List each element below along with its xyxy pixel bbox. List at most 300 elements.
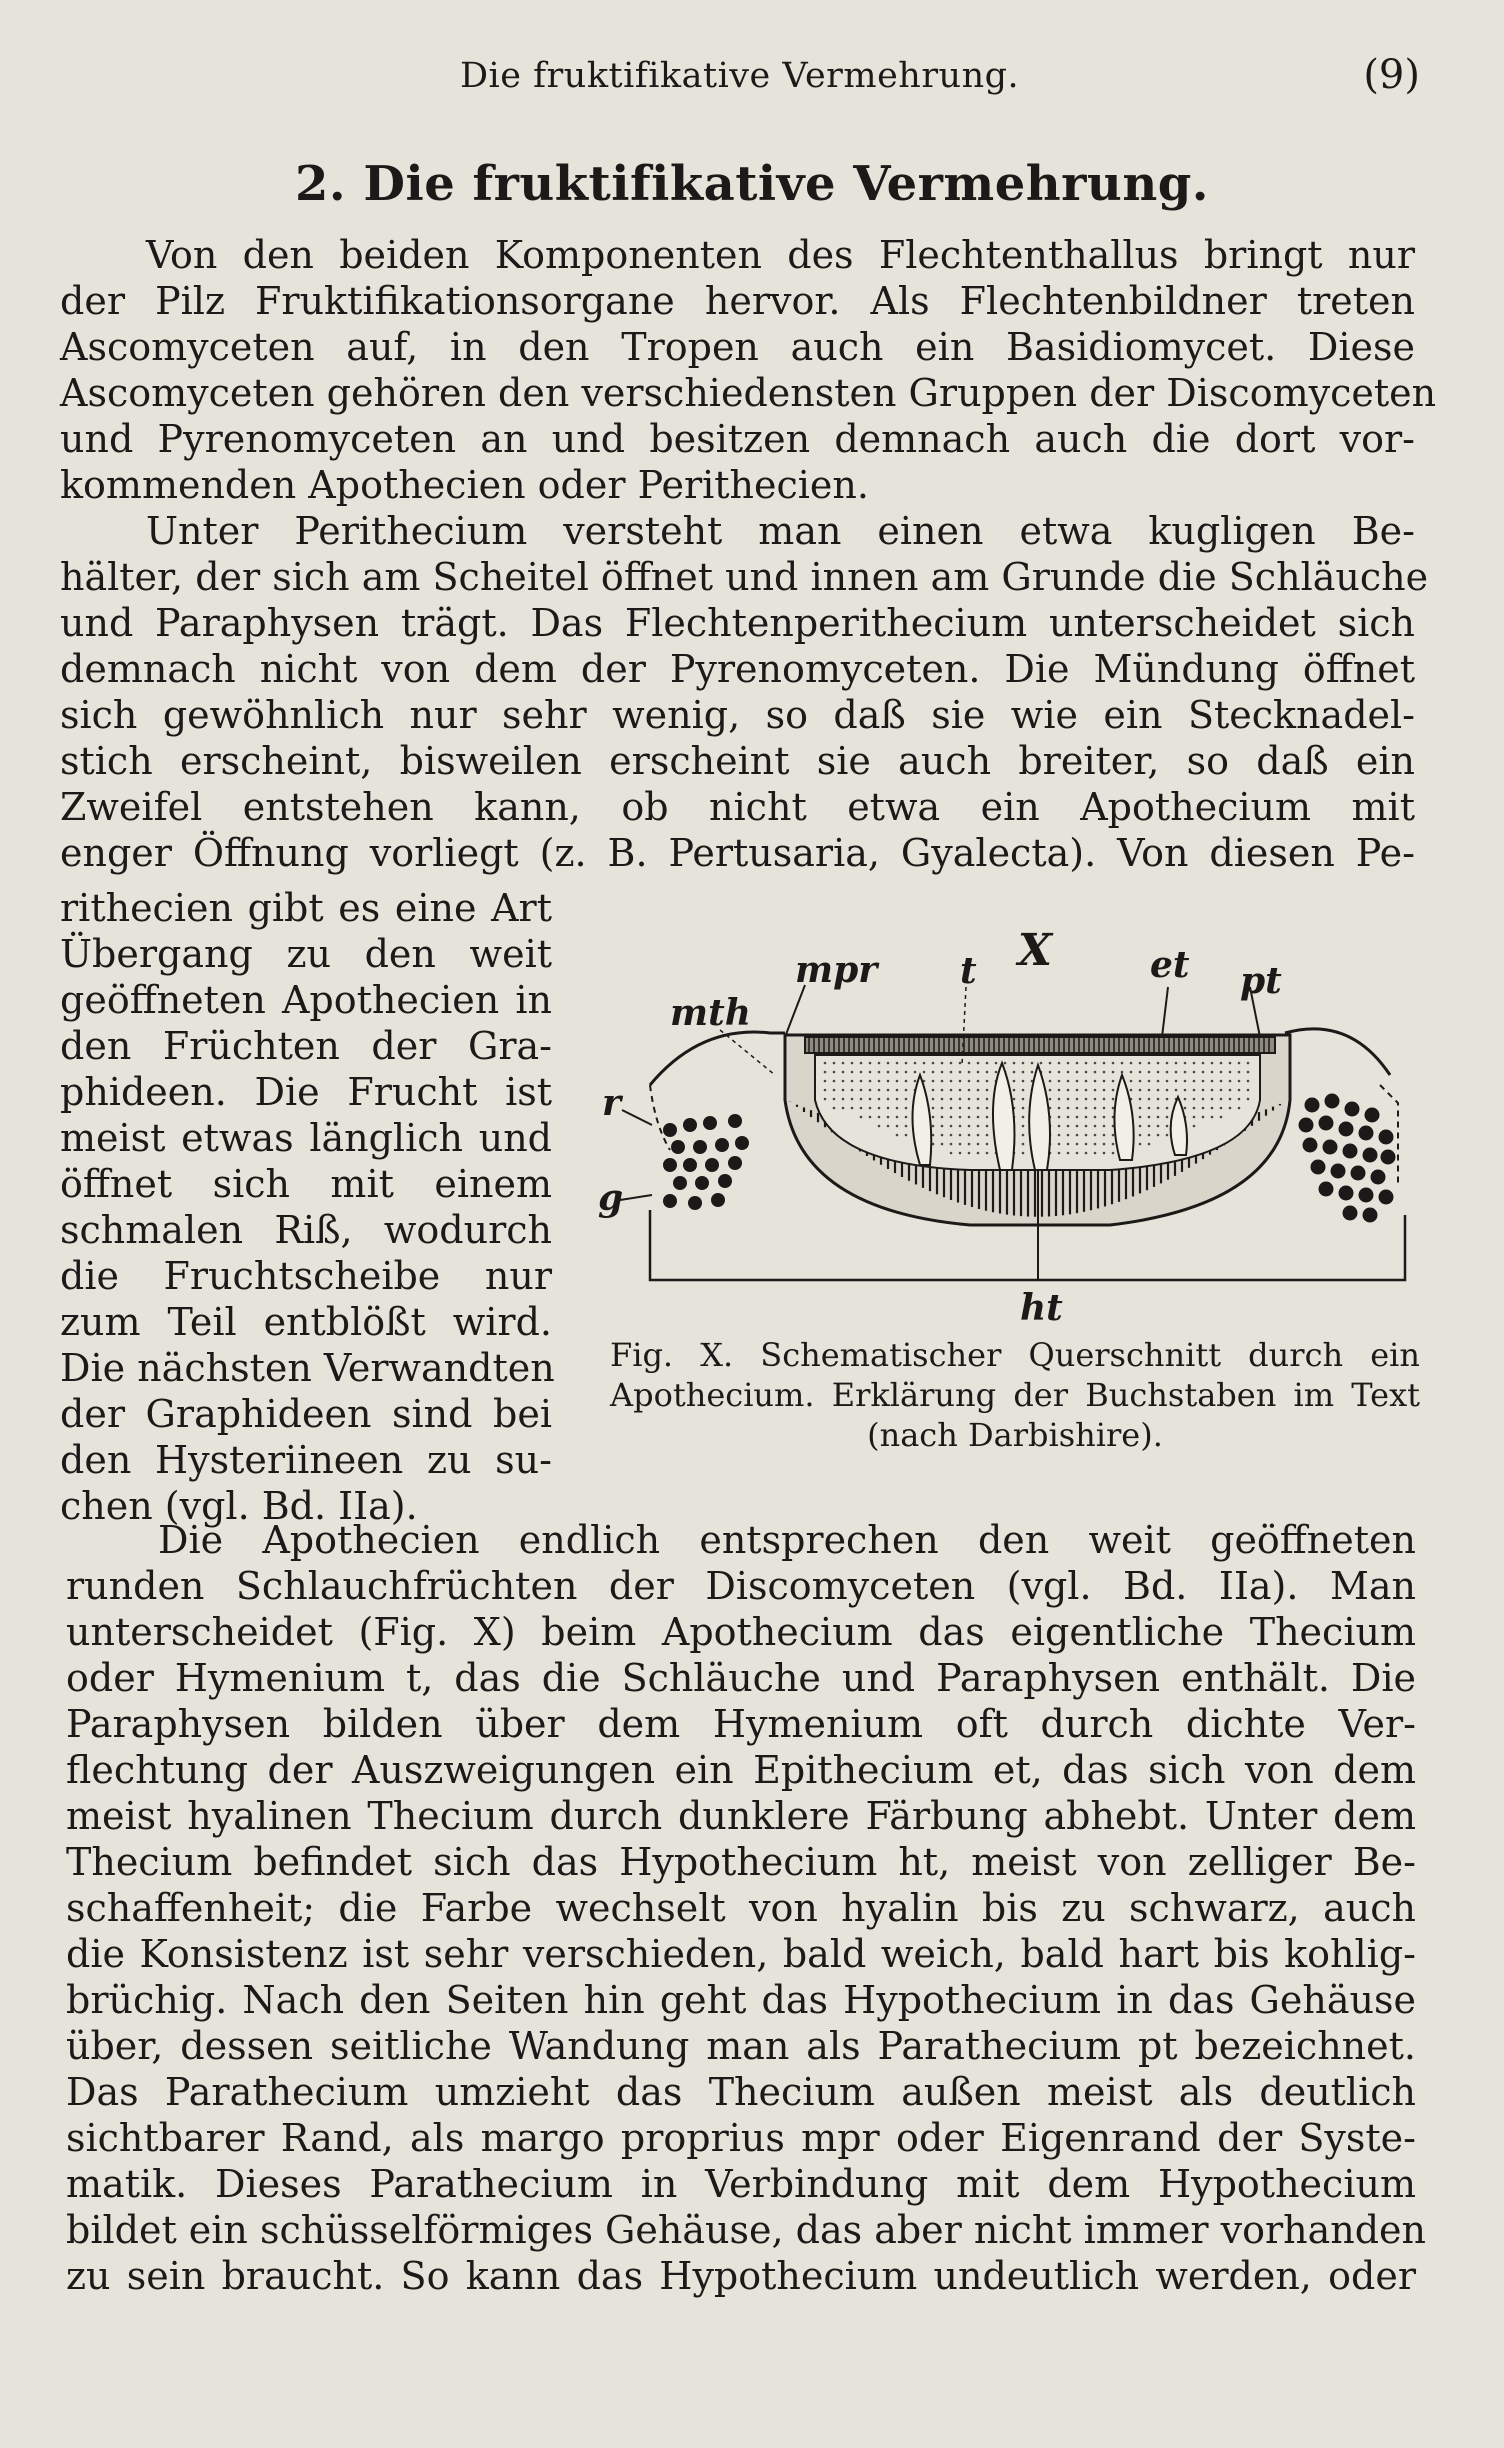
- paraphysis-dot: [1220, 1062, 1223, 1065]
- paraphysis-dot: [1049, 1071, 1052, 1074]
- paraphysis-dot: [1022, 1107, 1025, 1110]
- paraphysis-dot: [1229, 1071, 1232, 1074]
- paraphysis-dot: [887, 1062, 890, 1065]
- paraphysis-dot: [986, 1089, 989, 1092]
- page-number: (9): [1363, 52, 1420, 98]
- paraphysis-dot: [842, 1107, 845, 1110]
- paraphysis-dot: [887, 1080, 890, 1083]
- paraphysis-dot: [1247, 1098, 1250, 1101]
- paraphysis-dot: [896, 1098, 899, 1101]
- paraphysis-dot: [860, 1116, 863, 1119]
- paraphysis-dot: [1157, 1071, 1160, 1074]
- paraphysis-dot: [1247, 1071, 1250, 1074]
- gonidium: [728, 1156, 742, 1170]
- paraphysis-dot: [914, 1071, 917, 1074]
- label-ht: ht: [1020, 1287, 1063, 1325]
- paraphysis-dot: [1103, 1125, 1106, 1128]
- paraphysis-dot: [1067, 1116, 1070, 1119]
- paraphysis-dot: [1013, 1089, 1016, 1092]
- paraphysis-dot: [1085, 1071, 1088, 1074]
- paraphysis-dot: [1022, 1062, 1025, 1065]
- paraphysis-dot: [878, 1098, 881, 1101]
- paraphysis-dot: [1058, 1152, 1061, 1155]
- text-line: Ascomyceten gehören den verschiedensten Gruppen der Discomyceten: [60, 371, 1437, 415]
- paraphysis-dot: [1076, 1062, 1079, 1065]
- gonidium: [1303, 1138, 1318, 1153]
- paraphysis-dot: [860, 1089, 863, 1092]
- paraphysis-dot: [950, 1098, 953, 1101]
- text-line: und Paraphysen trägt. Das Flechtenperithecium unterscheidet sich: [60, 601, 1415, 645]
- paraphysis-dot: [1094, 1152, 1097, 1155]
- paraphysis-dot: [1202, 1071, 1205, 1074]
- paraphysis-dot: [950, 1143, 953, 1146]
- caption-line: Fig. X. Schematischer Querschnitt durch ein: [610, 1336, 1420, 1374]
- paraphysis-dot: [1103, 1143, 1106, 1146]
- paraphysis-dot: [1094, 1116, 1097, 1119]
- paraphysis-dot: [977, 1143, 980, 1146]
- paraphysis-dot: [1022, 1143, 1025, 1146]
- paraphysis-dot: [1130, 1071, 1133, 1074]
- text-line: unterscheidet (Fig. X) beim Apothecium das eigentliche Thecium: [66, 1610, 1416, 1654]
- paraphysis-dot: [968, 1080, 971, 1083]
- paraphysis-dot: [1049, 1098, 1052, 1101]
- paraphysis-dot: [1175, 1071, 1178, 1074]
- paraphysis-dot: [869, 1080, 872, 1083]
- paraphysis-dot: [1148, 1107, 1151, 1110]
- text-line: Die nächsten Verwandten: [60, 1346, 555, 1390]
- paraphysis-dot: [1139, 1089, 1142, 1092]
- paraphysis-dot: [1076, 1143, 1079, 1146]
- paraphysis-dot: [950, 1125, 953, 1128]
- paraphysis-dot: [1076, 1080, 1079, 1083]
- paraphysis-dot: [905, 1134, 908, 1137]
- paraphysis-dot: [1112, 1071, 1115, 1074]
- text-line: sichtbarer Rand, als margo proprius mpr oder Eigenrand der Syste-: [66, 2116, 1416, 2160]
- paraphysis-dot: [860, 1107, 863, 1110]
- paraphysis-dot: [1220, 1089, 1223, 1092]
- paraphysis-dot: [1058, 1143, 1061, 1146]
- paraphysis-dot: [1247, 1089, 1250, 1092]
- paraphysis-dot: [1103, 1116, 1106, 1119]
- paraphysis-dot: [1112, 1089, 1115, 1092]
- paraphysis-dot: [950, 1062, 953, 1065]
- paraphysis-dot: [1202, 1080, 1205, 1083]
- paraphysis-dot: [1220, 1116, 1223, 1119]
- paraphysis-dot: [959, 1107, 962, 1110]
- paraphysis-dot: [1058, 1080, 1061, 1083]
- paraphysis-dot: [1148, 1098, 1151, 1101]
- paraphysis-dot: [941, 1134, 944, 1137]
- pointer-r: [622, 1110, 652, 1125]
- paraphysis-dot: [1031, 1062, 1034, 1065]
- paraphysis-dot: [977, 1089, 980, 1092]
- paraphysis-dot: [1229, 1062, 1232, 1065]
- paraphysis-dot: [1211, 1080, 1214, 1083]
- gonidium: [1299, 1118, 1314, 1133]
- paraphysis-dot: [1157, 1062, 1160, 1065]
- paraphysis-dot: [959, 1143, 962, 1146]
- paraphysis-dot: [1013, 1071, 1016, 1074]
- paraphysis-dot: [1229, 1089, 1232, 1092]
- label-mpr: mpr: [795, 949, 878, 991]
- paraphysis-dot: [905, 1089, 908, 1092]
- paraphysis-dot: [1238, 1080, 1241, 1083]
- paraphysis-dot: [986, 1071, 989, 1074]
- gonidium: [703, 1116, 717, 1130]
- text-line: kommenden Apothecien oder Perithecien.: [60, 463, 869, 507]
- paraphysis-dot: [1157, 1134, 1160, 1137]
- paraphysis-dot: [1175, 1080, 1178, 1083]
- paraphysis-dot: [1247, 1080, 1250, 1083]
- paragraph-2: [60, 508, 1429, 876]
- paraphysis-dot: [1022, 1116, 1025, 1119]
- paraphysis-dot: [932, 1071, 935, 1074]
- paraphysis-dot: [1166, 1062, 1169, 1065]
- paraphysis-dot: [824, 1098, 827, 1101]
- paraphysis-dot: [1148, 1143, 1151, 1146]
- paraphysis-dot: [1067, 1098, 1070, 1101]
- paraphysis-dot: [1067, 1080, 1070, 1083]
- paraphysis-dot: [1103, 1080, 1106, 1083]
- paraphysis-dot: [1067, 1152, 1070, 1155]
- gonidium: [735, 1136, 749, 1150]
- text-line: sich gewöhnlich nur sehr wenig, so daß sie wie ein Stecknadel-: [60, 693, 1415, 737]
- paraphysis-dot: [959, 1080, 962, 1083]
- paraphysis-dot: [1058, 1062, 1061, 1065]
- paraphysis-dot: [1094, 1080, 1097, 1083]
- gonidium: [663, 1123, 677, 1137]
- paraphysis-dot: [1067, 1107, 1070, 1110]
- text-line: Das Parathecium umzieht das Thecium außen meist als deutlich: [66, 2070, 1416, 2114]
- paraphysis-dot: [986, 1080, 989, 1083]
- paraphysis-dot: [1112, 1062, 1115, 1065]
- paraphysis-dot: [932, 1098, 935, 1101]
- paraphysis-dot: [1067, 1089, 1070, 1092]
- paraphysis-dot: [1103, 1071, 1106, 1074]
- paraphysis-dot: [950, 1089, 953, 1092]
- paraphysis-dot: [1085, 1098, 1088, 1101]
- paraphysis-dot: [941, 1143, 944, 1146]
- paraphysis-dot: [905, 1071, 908, 1074]
- paraphysis-dot: [1076, 1089, 1079, 1092]
- pointer-et: [1162, 987, 1168, 1037]
- paraphysis-dot: [1211, 1089, 1214, 1092]
- paraphysis-dot: [860, 1071, 863, 1074]
- paraphysis-dot: [887, 1107, 890, 1110]
- paraphysis-dot: [941, 1125, 944, 1128]
- paraphysis-dot: [959, 1116, 962, 1119]
- paraphysis-dot: [1013, 1098, 1016, 1101]
- paraphysis-dot: [1166, 1089, 1169, 1092]
- paraphysis-dot: [1157, 1116, 1160, 1119]
- paraphysis-dot: [932, 1116, 935, 1119]
- paraphysis-dot: [941, 1080, 944, 1083]
- paraphysis-dot: [896, 1125, 899, 1128]
- paraphysis-dot: [1130, 1089, 1133, 1092]
- paraphysis-dot: [1031, 1071, 1034, 1074]
- text-line: demnach nicht von dem der Pyrenomyceten. Die Mündung öffnet: [60, 647, 1415, 691]
- paraphysis-dot: [1013, 1062, 1016, 1065]
- paraphysis-dot: [1049, 1089, 1052, 1092]
- paraphysis-dot: [968, 1098, 971, 1101]
- label-pt: pt: [1240, 960, 1282, 1002]
- paraphysis-dot: [968, 1143, 971, 1146]
- paraphysis-dot: [995, 1062, 998, 1065]
- paraphysis-dot: [1085, 1089, 1088, 1092]
- gonidium: [1359, 1188, 1374, 1203]
- text-line: öffnet sich mit einem: [60, 1162, 552, 1206]
- paraphysis-dot: [1220, 1080, 1223, 1083]
- paraphysis-dot: [1076, 1134, 1079, 1137]
- paraphysis-dot: [1076, 1125, 1079, 1128]
- paraphysis-dot: [896, 1116, 899, 1119]
- paraphysis-dot: [905, 1107, 908, 1110]
- paraphysis-dot: [1157, 1098, 1160, 1101]
- paraphysis-dot: [896, 1062, 899, 1065]
- text-line: enger Öffnung vorliegt (z. B. Pertusaria, Gyalecta). Von diesen Pe-: [60, 831, 1415, 875]
- paraphysis-dot: [941, 1071, 944, 1074]
- text-line: der Graphideen sind bei: [60, 1392, 552, 1436]
- paraphysis-dot: [1022, 1152, 1025, 1155]
- paraphysis-dot: [1067, 1125, 1070, 1128]
- paraphysis-dot: [896, 1080, 899, 1083]
- paraphysis-dot: [1166, 1125, 1169, 1128]
- running-head: Die fruktifikative Vermehrung.: [460, 56, 1020, 96]
- paraphysis-dot: [986, 1134, 989, 1137]
- paraphysis-dot: [959, 1125, 962, 1128]
- apothecium-diagram: [590, 925, 1430, 1325]
- paraphysis-dot: [1193, 1062, 1196, 1065]
- gonidia-cluster-right: [1299, 1094, 1396, 1223]
- paraphysis-dot: [1139, 1071, 1142, 1074]
- gonidium: [1339, 1122, 1354, 1137]
- paraphysis-dot: [869, 1071, 872, 1074]
- paraphysis-dot: [833, 1071, 836, 1074]
- label-r: r: [602, 1082, 621, 1124]
- text-line: matik. Dieses Parathecium in Verbindung mit dem Hypothecium: [66, 2162, 1416, 2206]
- paraphysis-dot: [860, 1062, 863, 1065]
- paraphysis-dot: [1157, 1089, 1160, 1092]
- paraphysis-dot: [1229, 1098, 1232, 1101]
- paraphysis-dot: [968, 1125, 971, 1128]
- paraphysis-dot: [1085, 1143, 1088, 1146]
- paraphysis-dot: [1247, 1062, 1250, 1065]
- paraphysis-dot: [1130, 1062, 1133, 1065]
- paraphysis-dot: [968, 1134, 971, 1137]
- figure-title-label: X: [1017, 925, 1053, 976]
- paraphysis-dot: [851, 1080, 854, 1083]
- text-line: meist etwas länglich und: [60, 1116, 552, 1160]
- paraphysis-dot: [887, 1098, 890, 1101]
- gonidium: [705, 1158, 719, 1172]
- paraphysis-dot: [1166, 1134, 1169, 1137]
- paraphysis-dot: [1166, 1071, 1169, 1074]
- paraphysis-dot: [1103, 1098, 1106, 1101]
- gonidium: [1319, 1116, 1334, 1131]
- gonidium: [1363, 1208, 1378, 1223]
- paraphysis-dot: [869, 1062, 872, 1065]
- paraphysis-dot: [1202, 1098, 1205, 1101]
- paraphysis-dot: [1148, 1089, 1151, 1092]
- paraphysis-dot: [941, 1062, 944, 1065]
- text-line: den Hysteriineen zu su-: [60, 1438, 552, 1482]
- paragraph-3: [66, 1517, 1427, 2299]
- paraphysis-dot: [905, 1098, 908, 1101]
- paraphysis-dot: [1193, 1125, 1196, 1128]
- gonidium: [1351, 1166, 1366, 1181]
- paraphysis-dot: [1148, 1116, 1151, 1119]
- text-line: meist hyalinen Thecium durch dunklere Färbung abhebt. Unter dem: [66, 1794, 1416, 1838]
- gonidium: [683, 1118, 697, 1132]
- paraphysis-dot: [1139, 1125, 1142, 1128]
- label-t: t: [960, 950, 977, 992]
- paraphysis-dot: [1184, 1098, 1187, 1101]
- wrapped-text: [60, 885, 555, 1529]
- paraphysis-dot: [1157, 1125, 1160, 1128]
- paraphysis-dot: [1094, 1071, 1097, 1074]
- paraphysis-dot: [1103, 1152, 1106, 1155]
- paraphysis-dot: [1085, 1134, 1088, 1137]
- paraphysis-dot: [851, 1089, 854, 1092]
- paraphysis-dot: [1103, 1062, 1106, 1065]
- paraphysis-dot: [905, 1080, 908, 1083]
- paraphysis-dot: [824, 1071, 827, 1074]
- text-line: bildet ein schüsselförmiges Gehäuse, das aber nicht immer vorhanden: [66, 2208, 1427, 2252]
- gonidium: [1319, 1182, 1334, 1197]
- paraphysis-dot: [1139, 1143, 1142, 1146]
- gonidium: [695, 1176, 709, 1190]
- gonidium: [718, 1174, 732, 1188]
- paraphysis-dot: [977, 1062, 980, 1065]
- paraphysis-dot: [1076, 1152, 1079, 1155]
- paraphysis-dot: [932, 1125, 935, 1128]
- paraphysis-dot: [1058, 1098, 1061, 1101]
- paraphysis-dot: [1022, 1098, 1025, 1101]
- paraphysis-dot: [986, 1107, 989, 1110]
- text-line: die Konsistenz ist sehr verschieden, bald weich, bald hart bis kohlig-: [66, 1932, 1416, 1976]
- pointer-g: [620, 1195, 652, 1200]
- paraphysis-dot: [977, 1107, 980, 1110]
- gonidium: [688, 1196, 702, 1210]
- paraphysis-dot: [977, 1125, 980, 1128]
- gonidium: [1371, 1170, 1386, 1185]
- paraphysis-dot: [1202, 1107, 1205, 1110]
- paraphysis-dot: [1058, 1125, 1061, 1128]
- paraphysis-dot: [878, 1116, 881, 1119]
- paraphysis-dot: [1148, 1125, 1151, 1128]
- paraphysis-dot: [941, 1116, 944, 1119]
- paraphysis-dot: [1085, 1116, 1088, 1119]
- label-g: g: [598, 1177, 624, 1219]
- paraphysis-dot: [1130, 1080, 1133, 1083]
- gonidium: [1365, 1108, 1380, 1123]
- paraphysis-dot: [1184, 1089, 1187, 1092]
- paraphysis-dot: [887, 1089, 890, 1092]
- paraphysis-dot: [977, 1116, 980, 1119]
- paraphysis-dot: [1058, 1071, 1061, 1074]
- paraphysis-dot: [1058, 1107, 1061, 1110]
- paraphysis-dot: [869, 1089, 872, 1092]
- paraphysis-dot: [869, 1107, 872, 1110]
- paraphysis-dot: [1166, 1116, 1169, 1119]
- paraphysis-dot: [968, 1107, 971, 1110]
- paraphysis-dot: [941, 1089, 944, 1092]
- paraphysis-dot: [824, 1089, 827, 1092]
- paraphysis-dot: [1103, 1134, 1106, 1137]
- gonidium: [1381, 1150, 1396, 1165]
- paraphysis-dot: [851, 1062, 854, 1065]
- paraphysis-dot: [1076, 1116, 1079, 1119]
- gonidium: [1345, 1102, 1360, 1117]
- paraphysis-dot: [887, 1125, 890, 1128]
- paraphysis-dot: [950, 1080, 953, 1083]
- paraphysis-dot: [1112, 1134, 1115, 1137]
- thallus-outline-left: [650, 1032, 785, 1085]
- paraphysis-dot: [1175, 1089, 1178, 1092]
- label-et: et: [1150, 944, 1190, 986]
- gonidium: [1323, 1140, 1338, 1155]
- gonidium: [1379, 1190, 1394, 1205]
- paraphysis-dot: [896, 1071, 899, 1074]
- paraphysis-dot: [950, 1134, 953, 1137]
- paraphysis-dot: [968, 1116, 971, 1119]
- paraphysis-dot: [959, 1134, 962, 1137]
- paraphysis-dot: [878, 1125, 881, 1128]
- gonidium: [673, 1176, 687, 1190]
- paraphysis-dot: [959, 1062, 962, 1065]
- paraphysis-dot: [950, 1107, 953, 1110]
- paraphysis-dot: [932, 1107, 935, 1110]
- paraphysis-dot: [878, 1071, 881, 1074]
- paraphysis-dot: [1166, 1098, 1169, 1101]
- gonidium: [1311, 1160, 1326, 1175]
- text-line: Übergang zu den weit: [60, 932, 552, 976]
- text-line: runden Schlauchfrüchten der Discomyceten (vgl. Bd. IIa). Man: [66, 1564, 1416, 1608]
- text-line: Von den beiden Komponenten des Flechtenthallus bringt nur: [146, 233, 1415, 277]
- paraphysis-dot: [1067, 1062, 1070, 1065]
- paraphysis-dot: [833, 1080, 836, 1083]
- paraphysis-dot: [842, 1062, 845, 1065]
- paraphysis-dot: [1094, 1134, 1097, 1137]
- paraphysis-dot: [1193, 1098, 1196, 1101]
- paraphysis-dot: [977, 1134, 980, 1137]
- paraphysis-dot: [1202, 1062, 1205, 1065]
- gonidium: [693, 1140, 707, 1154]
- paraphysis-dot: [977, 1071, 980, 1074]
- paraphysis-dot: [1211, 1071, 1214, 1074]
- paragraph-1: [60, 232, 1437, 508]
- paraphysis-dot: [959, 1152, 962, 1155]
- paraphysis-dot: [1022, 1071, 1025, 1074]
- text-line: Die Apothecien endlich entsprechen den weit geöffneten: [158, 1518, 1416, 1562]
- paraphysis-dot: [833, 1098, 836, 1101]
- paraphysis-dot: [1139, 1134, 1142, 1137]
- paraphysis-dot: [959, 1071, 962, 1074]
- paraphysis-dot: [887, 1071, 890, 1074]
- paraphysis-dot: [1067, 1134, 1070, 1137]
- paraphysis-dot: [1148, 1134, 1151, 1137]
- paraphysis-dot: [1076, 1107, 1079, 1110]
- paraphysis-dot: [914, 1080, 917, 1083]
- paraphysis-dot: [842, 1071, 845, 1074]
- text-line: der Pilz Fruktifikationsorgane hervor. Als Flechtenbildner treten: [60, 279, 1415, 323]
- paraphysis-dot: [833, 1107, 836, 1110]
- paraphysis-dot: [896, 1134, 899, 1137]
- paraphysis-dot: [1202, 1089, 1205, 1092]
- paraphysis-dot: [869, 1098, 872, 1101]
- paraphysis-dot: [1058, 1134, 1061, 1137]
- paraphysis-dot: [878, 1107, 881, 1110]
